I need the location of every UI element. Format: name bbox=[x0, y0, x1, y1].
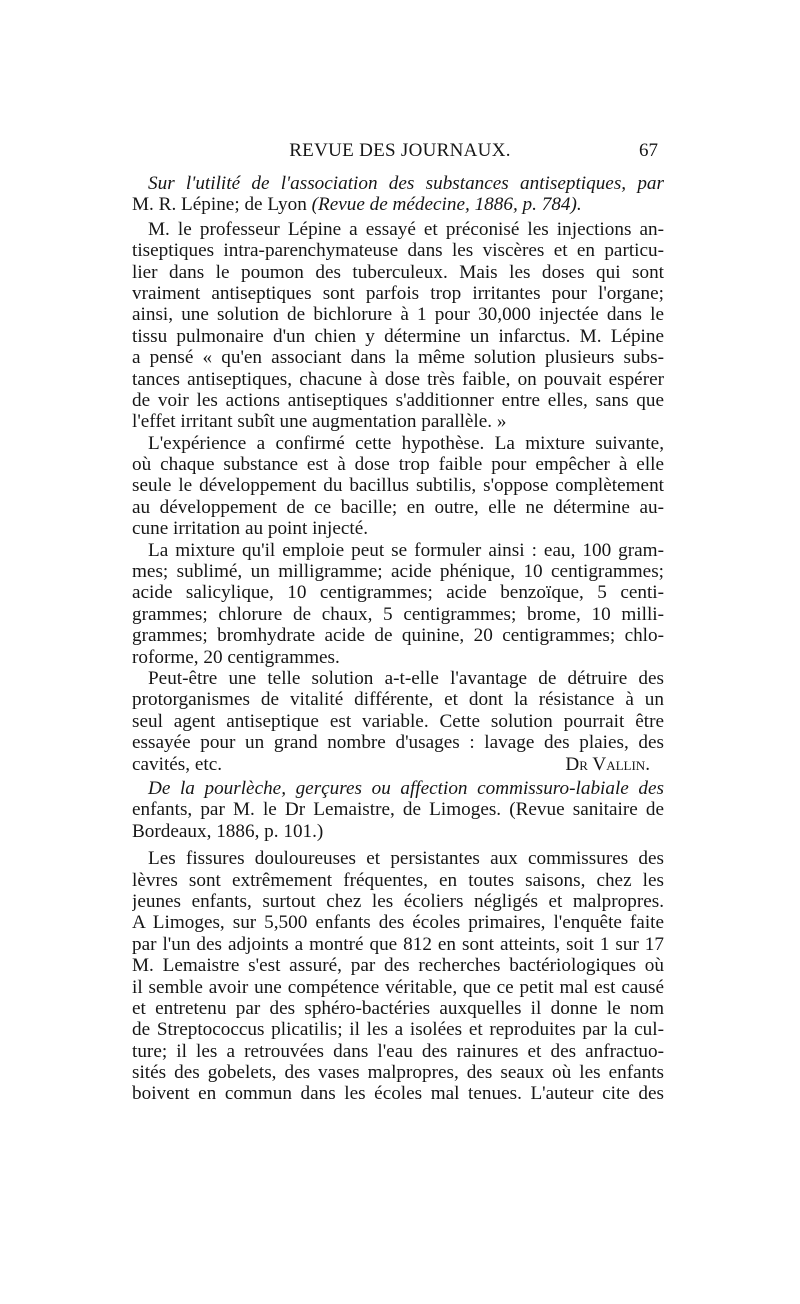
body-line: au développement de ce bacille; en outre, elle ne détermine au- bbox=[132, 496, 664, 518]
body-line: il semble avoir une compétence véritable, que ce petit mal est causé bbox=[132, 976, 664, 998]
body-line: A Limoges, sur 5,500 enfants des écoles primaires, l'enquête faite bbox=[132, 912, 664, 934]
body-line: La mixture qu'il emploie peut se formuler ainsi : eau, 100 gram- bbox=[148, 539, 664, 561]
article-2 bbox=[132, 778, 664, 1105]
body-line: de voir les actions antiseptiques s'additionner entre elles, sans que bbox=[132, 389, 664, 411]
article-1-author: M. R. Lépine; de Lyon bbox=[132, 194, 307, 216]
body-line: roforme, 20 centigrammes. bbox=[132, 646, 340, 668]
body-line: vraiment antiseptiques sont parfois trop irritantes pour l'organe; bbox=[132, 282, 664, 304]
body-line: cavités, etc. bbox=[132, 753, 223, 775]
running-title: REVUE DES JOURNAUX. bbox=[289, 140, 511, 161]
body-line: M. le professeur Lépine a essayé et préconisé les injections an- bbox=[148, 218, 664, 240]
body-line: l'effet irritant subît une augmentation parallèle. » bbox=[132, 411, 507, 433]
signature: Dr Vallin. bbox=[565, 753, 650, 775]
body-line: essayée pour un grand nombre d'usages : lavage des plaies, des bbox=[132, 732, 664, 754]
body-line: tiseptiques intra-parenchymateuse dans les viscères et en particu- bbox=[132, 240, 664, 262]
article-2-title-line-3: Bordeaux, 1886, p. 101.) bbox=[132, 820, 324, 842]
body-line: lèvres sont extrêmement fréquentes, en toutes saisons, chez les bbox=[132, 869, 664, 891]
body-line: cune irritation au point injecté. bbox=[132, 518, 369, 540]
body-line: de Streptococcus plicatilis; il les a isolées et reproduites par la cul- bbox=[132, 1019, 664, 1041]
body-line: Peut-être une telle solution a-t-elle l'avantage de détruire des bbox=[148, 667, 664, 689]
page-header bbox=[140, 138, 660, 164]
body-line: jeunes enfants, surtout chez les écoliers négligés et malpropres. bbox=[132, 890, 664, 912]
body-line: grammes; bromhydrate acide de quinine, 20 centigrammes; chlo- bbox=[132, 625, 664, 647]
body-line: ainsi, une solution de bichlorure à 1 pour 30,000 injectée dans le bbox=[132, 304, 664, 326]
body-line: tances antiseptiques, chacune à dose très faible, on pouvait espérer bbox=[132, 368, 664, 390]
body-line: ture; il les a retrouvées dans l'eau des rainures et des anfractuo- bbox=[132, 1040, 664, 1062]
signature-line bbox=[132, 754, 664, 775]
body-line: Les fissures douloureuses et persistantes aux commissures des bbox=[148, 848, 664, 870]
body-line: protorganismes de vitalité différente, et dont la résistance à un bbox=[132, 689, 664, 711]
article-2-title: De la pourlèche, gerçures ou affection commissuro-labiale des bbox=[148, 778, 664, 799]
article-2-title-line-2: enfants, par M. le Dr Lemaistre, de Limoges. (Revue sanitaire de bbox=[132, 799, 664, 821]
body-line: a pensé « qu'en associant dans la même solution plusieurs subs- bbox=[132, 347, 664, 369]
body-line: tissu pulmonaire d'un chien y détermine un infarctus. M. Lépine bbox=[132, 325, 664, 347]
body-line: acide salicylique, 10 centigrammes; acide benzoïque, 5 centi- bbox=[132, 582, 664, 604]
body-line: seule le développement du bacillus subtilis, s'oppose complètement bbox=[132, 475, 664, 497]
body-line: boivent en commun dans les écoles mal tenues. L'auteur cite des bbox=[132, 1083, 664, 1105]
body-line: M. Lemaistre s'est assuré, par des recherches bactériologiques où bbox=[132, 955, 664, 977]
body-line: mes; sublimé, un milligramme; acide phénique, 10 centigrammes; bbox=[132, 561, 664, 583]
body-line: sités des gobelets, des vases malpropres, des seaux où les enfants bbox=[132, 1062, 664, 1084]
page-number: 67 bbox=[639, 140, 658, 161]
body-line: lier dans le poumon des tuberculeux. Mais les doses qui sont bbox=[132, 261, 664, 283]
article-1-title-line-2 bbox=[132, 194, 664, 215]
body-line: L'expérience a confirmé cette hypothèse. La mixture suivante, bbox=[148, 432, 664, 454]
article-1-reference: (Revue de médecine, 1886, p. 784). bbox=[311, 194, 582, 216]
body-line: où chaque substance est à dose trop faible pour empêcher à elle bbox=[132, 454, 664, 476]
article-1 bbox=[132, 173, 664, 775]
body-line: grammes; chlorure de chaux, 5 centigrammes; brome, 10 milli- bbox=[132, 603, 664, 625]
body-line: et entretenu par des sphéro-bactéries auxquelles il donne le nom bbox=[132, 997, 664, 1019]
article-1-title: Sur l'utilité de l'association des substances antiseptiques, par bbox=[148, 173, 664, 194]
body-line: seul agent antiseptique est variable. Cette solution pourrait être bbox=[132, 710, 664, 732]
body-line: par l'un des adjoints a montré que 812 en sont atteints, soit 1 sur 17 bbox=[132, 933, 664, 955]
